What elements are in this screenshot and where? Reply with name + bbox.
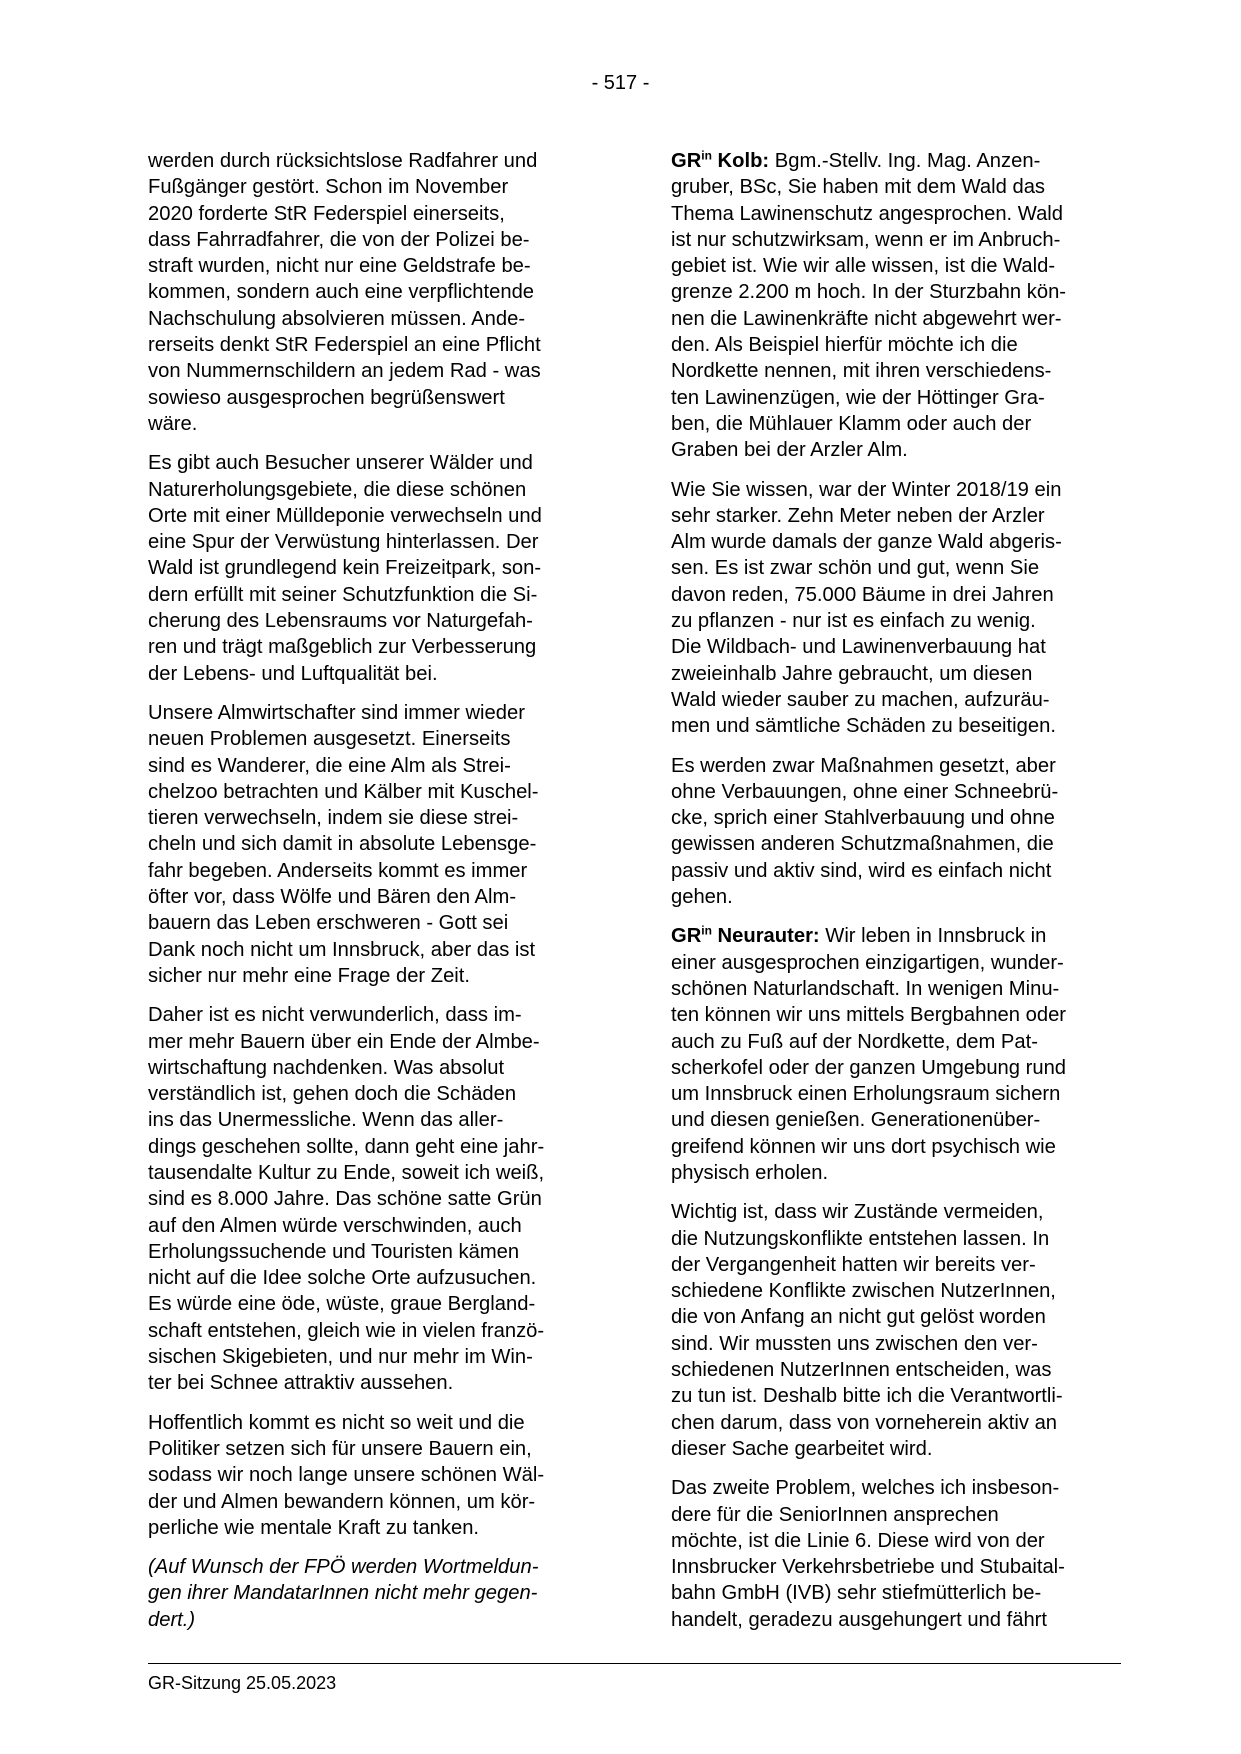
text-line: cherung des Lebensraums vor Naturgefah- <box>148 610 533 633</box>
text-line: der und Almen bewandern können, um kör- <box>148 1490 536 1513</box>
text-line: der Lebens- und Luftqualität bei. <box>148 662 438 685</box>
text-line: schiedene Konflikte zwischen NutzerInnen, <box>671 1280 1056 1303</box>
text-line: straft wurden, nicht nur eine Geldstrafe be- <box>148 255 531 278</box>
text-line: Nordkette nennen, mit ihren verschiedens- <box>671 360 1052 383</box>
text-line: ten können wir uns mittels Bergbahnen oder <box>671 1004 1067 1027</box>
text-line: schönen Naturlandschaft. In wenigen Minu- <box>671 977 1060 1000</box>
text-line: um Innsbruck einen Erholungsraum sichern <box>671 1083 1061 1106</box>
text-line: sen. Es ist zwar schön und gut, wenn Sie <box>671 557 1040 580</box>
speaker-name: $GR^{in}$ Neurauter: <box>671 923 820 948</box>
paragraph <box>148 148 598 437</box>
text-line: sischen Skigebieten, und nur mehr im Win- <box>148 1346 533 1369</box>
text-line: Politiker setzen sich für unsere Bauern ein, <box>148 1437 532 1460</box>
text-line: passiv und aktiv sind, wird es einfach nicht <box>671 859 1052 882</box>
text-line: dieser Sache gearbeitet wird. <box>671 1437 933 1460</box>
text-line: Orte mit einer Mülldeponie verwechseln und <box>148 504 542 527</box>
text-line: Das zweite Problem, welches ich insbeson- <box>671 1477 1060 1500</box>
text-line: die von Anfang an nicht gut gelöst worden <box>671 1306 1046 1329</box>
text-line: fahr begeben. Anderseits kommt es immer <box>148 859 528 882</box>
text-line: wirtschaftung nachdenken. Was absolut <box>148 1056 505 1079</box>
text-line: nicht auf die Idee solche Orte aufzusuchen. <box>148 1267 537 1290</box>
text-line: rerseits denkt StR Federspiel an eine Pflicht <box>148 334 541 357</box>
text-line: Dank noch nicht um Innsbruck, aber das ist <box>148 938 536 961</box>
text-line: (Auf Wunsch der FPÖ werden Wortmeldun- <box>148 1556 539 1579</box>
text-line: und diesen genießen. Generationenüber- <box>671 1109 1041 1132</box>
text-line: Naturerholungsgebiete, die diese schönen <box>148 478 527 501</box>
text-line: ter bei Schnee attraktiv aussehen. <box>148 1372 454 1395</box>
text-line: neuen Problemen ausgesetzt. Einerseits <box>148 728 511 751</box>
paragraph <box>671 477 1121 740</box>
text-line: sowieso ausgesprochen begrüßenswert <box>148 386 505 409</box>
text-line: schaft entstehen, gleich wie in vielen franzö- <box>148 1319 545 1342</box>
text-line: dings geschehen sollte, dann geht eine jahr- <box>148 1135 545 1158</box>
text-line: perliche wie mentale Kraft zu tanken. <box>148 1516 480 1539</box>
paragraph <box>148 1554 598 1633</box>
text-line: die Nutzungskonflikte entstehen lassen. In <box>671 1227 1050 1250</box>
text-line: auch zu Fuß auf der Nordkette, dem Pat- <box>671 1030 1038 1053</box>
text-line: dere für die SeniorInnen ansprechen <box>671 1503 999 1526</box>
text-line: öfter vor, dass Wölfe und Bären den Alm- <box>148 886 517 909</box>
text-line: werden durch rücksichtslose Radfahrer und <box>148 150 538 172</box>
text-line: einer ausgesprochen einzigartigen, wunder- <box>671 951 1064 974</box>
text-line: ten Lawinenzügen, wie der Höttinger Gra- <box>671 386 1045 409</box>
text-line: Hoffentlich kommt es nicht so weit und die <box>148 1411 525 1434</box>
text-line: ren und trägt maßgeblich zur Verbesserung <box>148 636 537 659</box>
text-line: gewissen anderen Schutzmaßnahmen, die <box>671 833 1054 856</box>
text-line: tausendalte Kultur zu Ende, soweit ich weiß, <box>148 1161 545 1184</box>
text-line: möchte, ist die Linie 6. Diese wird von der <box>671 1529 1045 1552</box>
text-line: dern erfüllt mit seiner Schutzfunktion die Si- <box>148 583 538 606</box>
text-line: zu tun ist. Deshalb bitte ich die Verantwortli- <box>671 1385 1063 1408</box>
text-line: sodass wir noch lange unsere schönen Wäl- <box>148 1464 545 1487</box>
text-line: Die Wildbach- und Lawinenverbauung hat <box>671 636 1046 659</box>
text-line: kommen, sondern auch eine verpflichtende <box>148 281 535 304</box>
text-line: Es würde eine öde, wüste, graue Bergland- <box>148 1293 536 1316</box>
page-number: - 517 - <box>591 72 650 94</box>
text-line: Wichtig ist, dass wir Zustände vermeiden, <box>671 1201 1044 1224</box>
text-line: nen die Lawinenkräfte nicht abgewehrt wer- <box>671 307 1062 330</box>
paragraph <box>671 148 1121 464</box>
paragraph <box>148 700 598 989</box>
paragraph <box>671 1475 1121 1633</box>
text-line: Thema Lawinenschutz angesprochen. Wald <box>671 202 1064 225</box>
paragraph <box>671 923 1121 1186</box>
paragraph <box>148 450 598 687</box>
text-line: tieren verwechseln, indem sie diese strei- <box>148 807 519 830</box>
text-line: der Vergangenheit hatten wir bereits ver- <box>671 1253 1036 1276</box>
text-line: Wie Sie wissen, war der Winter 2018/19 ein <box>671 478 1062 501</box>
text-line: ohne Verbauungen, ohne einer Schneebrü- <box>671 780 1059 803</box>
speaker-name: $GR^{in}$ Kolb: <box>671 148 770 172</box>
text-line: ins das Unermessliche. Wenn das aller- <box>148 1109 504 1132</box>
text-line: sind. Wir mussten uns zwischen den ver- <box>671 1332 1038 1355</box>
text-line: Erholungssuchende und Touristen kämen <box>148 1240 520 1263</box>
text-line: 2020 forderte StR Federspiel einerseits, <box>148 202 505 225</box>
text-line: zweieinhalb Jahre gebraucht, um diesen <box>671 662 1033 685</box>
text-line: greifend können wir uns dort psychisch wie <box>671 1135 1056 1158</box>
text-line: gruber, BSc, Sie haben mit dem Wald das <box>671 176 1046 199</box>
paragraph <box>148 1002 598 1396</box>
text-line: Wald wieder sauber zu machen, aufzuräu- <box>671 688 1050 711</box>
text-line: den. Als Beispiel hierfür möchte ich die <box>671 334 1018 357</box>
text-line: $GR^{in}$ Kolb: Bgm.-Stellv. Ing. Mag. Anzen- <box>671 148 1041 172</box>
text-line: ist nur schutzwirksam, wenn er im Anbruch- <box>671 228 1061 251</box>
text-line: bahn GmbH (IVB) sehr stiefmütterlich be- <box>671 1582 1042 1605</box>
text-line: Innsbrucker Verkehrsbetriebe und Stubaital- <box>671 1556 1065 1579</box>
text-line: $GR^{in}$ Neurauter: Wir leben in Innsbruck in <box>671 923 1047 948</box>
text-line: Fußgänger gestört. Schon im November <box>148 176 509 199</box>
text-line: cke, sprich einer Stahlverbauung und ohne <box>671 807 1055 830</box>
text-line: dass Fahrradfahrer, die von der Polizei be- <box>148 228 530 251</box>
text-line: Nachschulung absolvieren müssen. Ande- <box>148 307 526 330</box>
right-column <box>671 148 1121 1646</box>
text-line: zu pflanzen - nur ist es einfach zu wenig. <box>671 610 1036 633</box>
footer-divider <box>148 1663 1121 1664</box>
text-line: Es gibt auch Besucher unserer Wälder und <box>148 452 533 475</box>
text-line: ben, die Mühlauer Klamm oder auch der <box>671 412 1032 435</box>
text-line: Es werden zwar Maßnahmen gesetzt, aber <box>671 754 1056 777</box>
text-line: grenze 2.200 m hoch. In der Sturzbahn kön- <box>671 281 1067 304</box>
text-line: chen darum, dass von vorneherein aktiv an <box>671 1411 1058 1434</box>
text-line: wäre. <box>148 412 198 435</box>
text-line: scherkofel oder der ganzen Umgebung rund <box>671 1056 1067 1079</box>
text-line: chelzoo betrachten und Kälber mit Kuschel- <box>148 780 539 803</box>
text-line: schiedenen NutzerInnen entscheiden, was <box>671 1359 1052 1382</box>
text-line: Graben bei der Arzler Alm. <box>671 439 908 462</box>
text-line: sind es 8.000 Jahre. Das schöne satte Grün <box>148 1188 542 1211</box>
text-line: verständlich ist, gehen doch die Schäden <box>148 1083 517 1106</box>
paragraph <box>671 753 1121 911</box>
text-line: gen ihrer MandatarInnen nicht mehr gegen- <box>148 1582 538 1605</box>
text-line: von Nummernschildern an jedem Rad - was <box>148 360 541 383</box>
paragraph <box>148 1410 598 1541</box>
text-line: gehen. <box>671 886 733 909</box>
text-line: sehr starker. Zehn Meter neben der Arzler <box>671 504 1045 527</box>
text-line: Unsere Almwirtschafter sind immer wieder <box>148 701 525 724</box>
text-line: handelt, geradezu ausgehungert und fährt <box>671 1608 1048 1631</box>
text-line: cheln und sich damit in absolute Lebensge- <box>148 833 537 856</box>
text-line: sicher nur mehr eine Frage der Zeit. <box>148 964 471 987</box>
text-line: Alm wurde damals der ganze Wald abgeris- <box>671 531 1062 554</box>
text-line: mer mehr Bauern über ein Ende der Almbe- <box>148 1030 540 1053</box>
text-line: auf den Almen würde verschwinden, auch <box>148 1214 522 1237</box>
text-line: physisch erholen. <box>671 1161 829 1184</box>
text-line: Wald ist grundlegend kein Freizeitpark, son- <box>148 557 542 580</box>
text-line: eine Spur der Verwüstung hinterlassen. Der <box>148 531 539 554</box>
text-line: bauern das Leben erschweren - Gott sei <box>148 912 509 935</box>
text-line: Daher ist es nicht verwunderlich, dass im- <box>148 1004 522 1027</box>
text-line: sind es Wanderer, die eine Alm als Strei- <box>148 754 511 777</box>
paragraph <box>671 1199 1121 1462</box>
text-line: dert.) <box>148 1608 196 1631</box>
text-line: davon reden, 75.000 Bäume in drei Jahren <box>671 583 1054 606</box>
footer-session-date: GR-Sitzung 25.05.2023 <box>148 1673 337 1693</box>
text-line: men und sämtliche Schäden zu beseitigen. <box>671 715 1056 738</box>
text-line: gebiet ist. Wie wir alle wissen, ist die Wald- <box>671 255 1056 278</box>
left-column <box>148 148 598 1646</box>
